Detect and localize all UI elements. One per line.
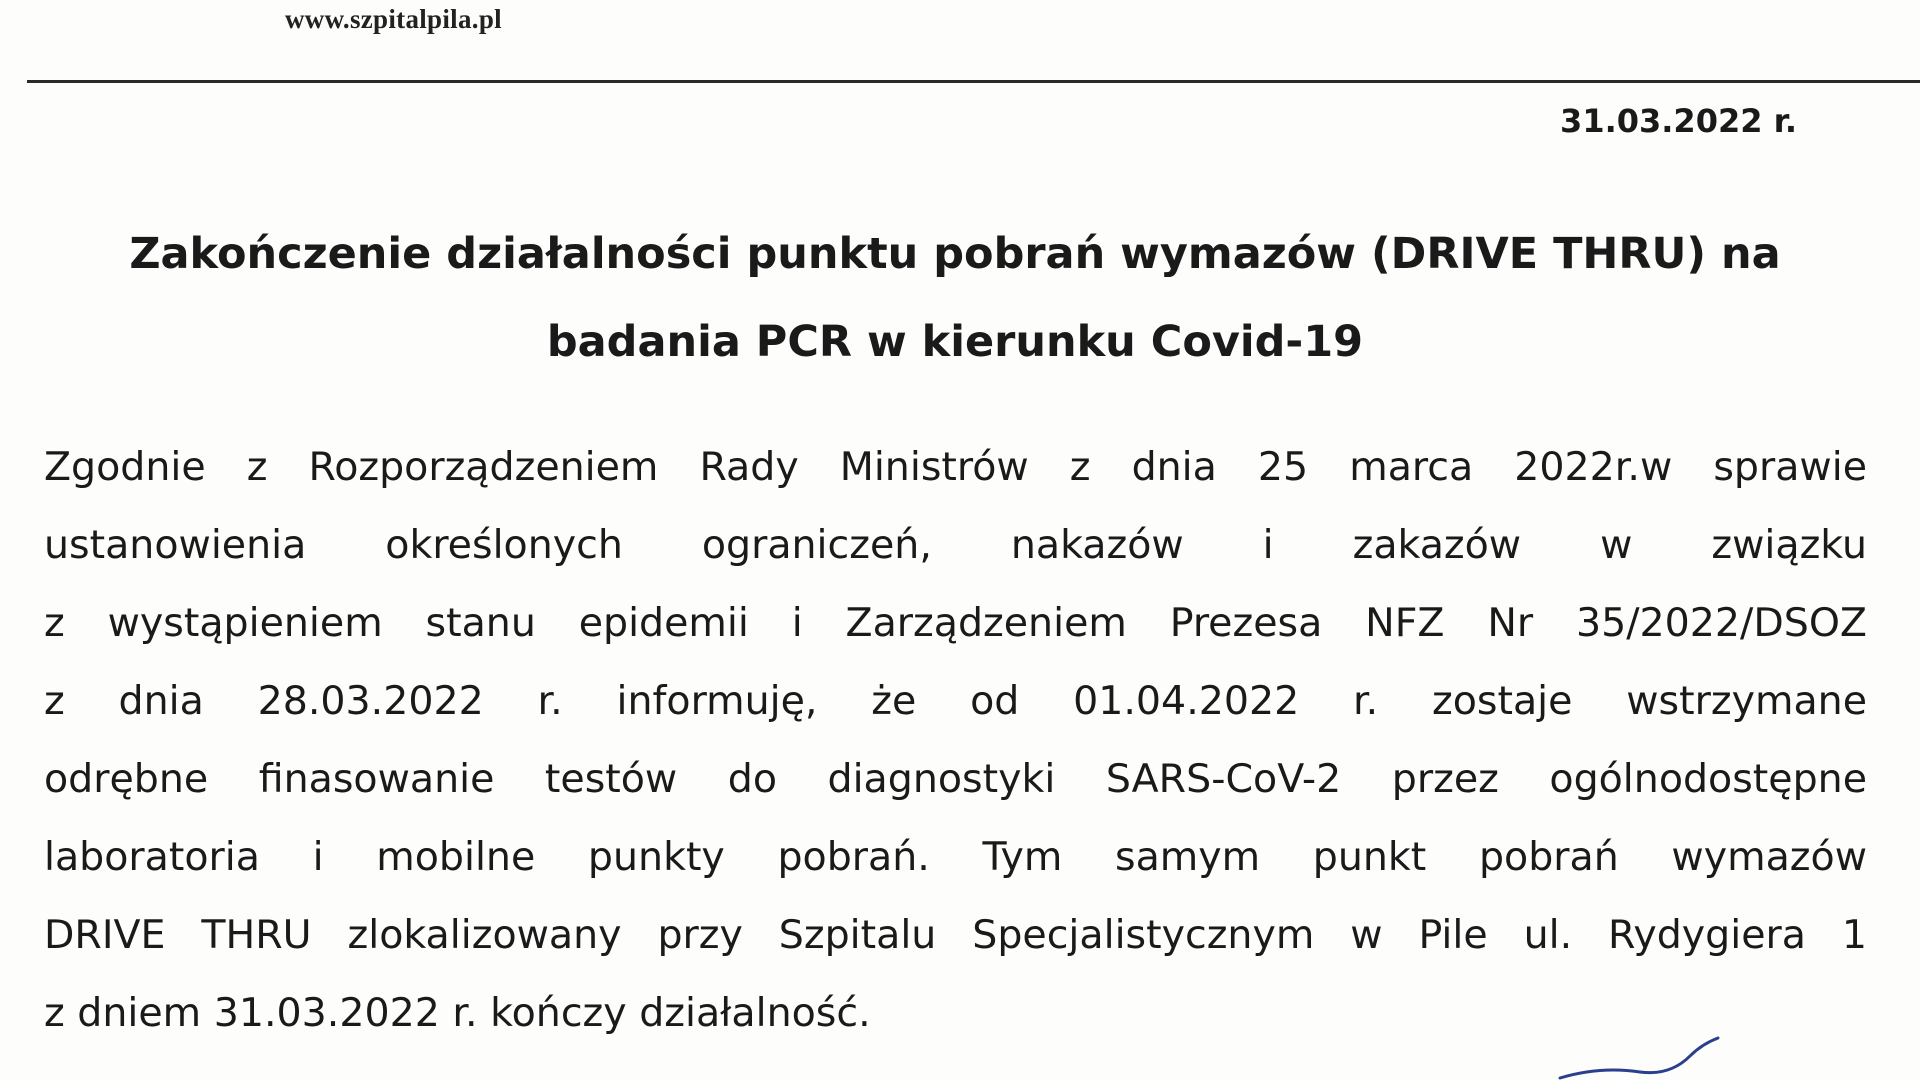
title-line: Zakończenie działalności punktu pobrań wymazów (DRIVE THRU) na — [129, 229, 1781, 279]
signature-stroke-path — [1560, 1038, 1718, 1078]
body-line: DRIVE THRU zlokalizowany przy Szpitalu Specjalistycznym w Pile ul. Rydygiera 1 — [44, 912, 1867, 958]
body-line: ustanowienia określonych ograniczeń, nakazów i zakazów w związku — [44, 522, 1867, 568]
body-line: odrębne finasowanie testów do diagnostyki SARS-CoV-2 przez ogólnodostępne — [44, 756, 1867, 802]
body-line: laboratoria i mobilne punkty pobrań. Tym samym punkt pobrań wymazów — [44, 834, 1867, 880]
document-title — [40, 210, 1870, 386]
document-body — [44, 428, 1867, 1052]
letterhead-divider — [27, 80, 1920, 83]
body-line: z dnia 28.03.2022 r. informuję, że od 01.04.2022 r. zostaje wstrzymane — [44, 678, 1867, 724]
signature-stroke — [1540, 1036, 1740, 1080]
body-line: z wystąpieniem stanu epidemii i Zarządzeniem Prezesa NFZ Nr 35/2022/DSOZ — [44, 600, 1867, 646]
document-date: 31.03.2022 r. — [1560, 102, 1797, 140]
body-line: z dniem 31.03.2022 r. kończy działalność. — [44, 990, 871, 1036]
letterhead-url: www.szpitalpila.pl — [285, 4, 502, 34]
body-line: Zgodnie z Rozporządzeniem Rady Ministrów z dnia 25 marca 2022r.w sprawie — [44, 444, 1867, 490]
title-line: badania PCR w kierunku Covid-19 — [546, 317, 1364, 367]
